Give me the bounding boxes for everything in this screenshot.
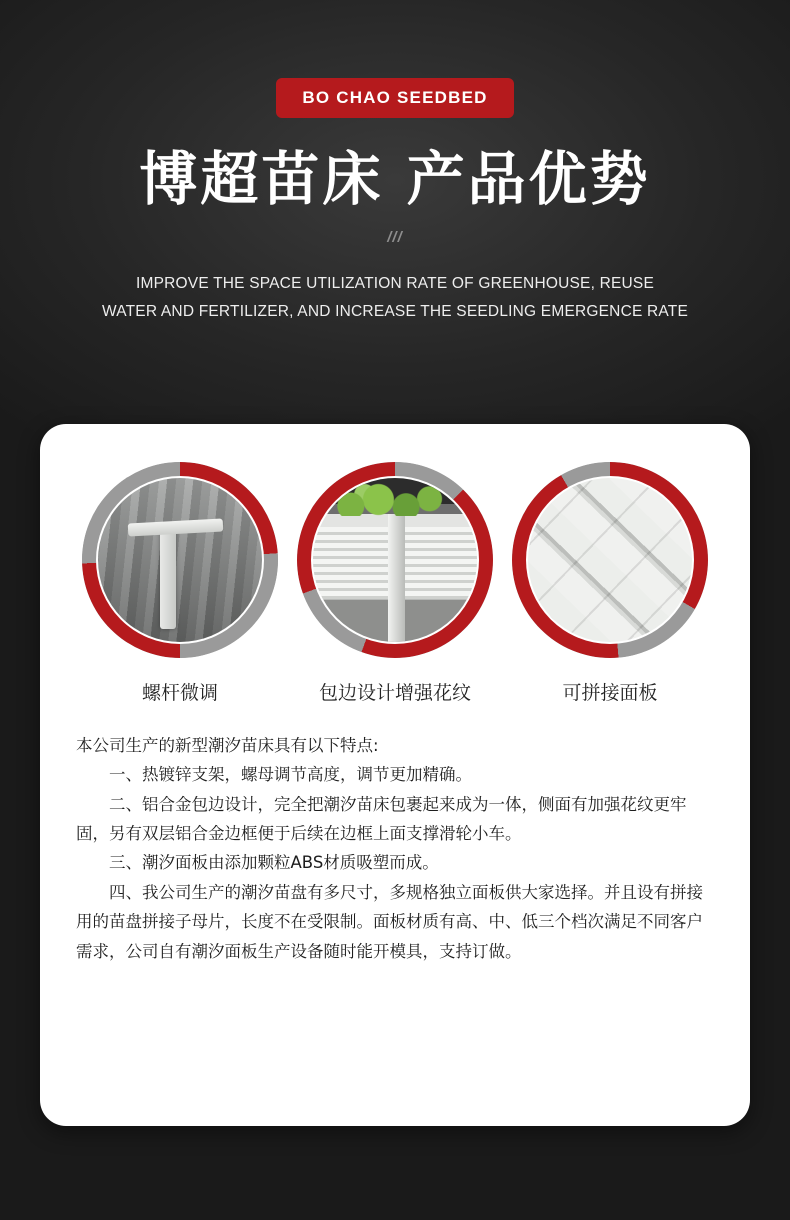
feature-item — [82, 462, 278, 705]
description-intro: 本公司生产的新型潮汐苗床具有以下特点: — [76, 736, 379, 755]
description-item-2: 二、铝合金包边设计，完全把潮汐苗床包裹起来成为一体，侧面有加强花纹更牢固，另有双层铝合金边框便于后续在边框上面支撑滑轮小车。 — [76, 794, 687, 844]
feature-circle — [512, 462, 708, 658]
description-item-3: 三、潮汐面板由添加颗粒ABS材质吸塑而成。 — [109, 853, 439, 873]
feature-item — [512, 462, 708, 705]
feature-item — [297, 462, 493, 705]
page-header — [0, 0, 790, 327]
subtitle-line-1: IMPROVE THE SPACE UTILIZATION RATE OF GREENHOUSE, REUSE — [136, 274, 654, 292]
divider-slashes: /// — [387, 228, 403, 246]
edge-post — [388, 514, 405, 642]
description-item-4: 四、我公司生产的潮汐苗盘有多尺寸，多规格独立面板供大家选择。并且设有拼接用的苗盘拼接子母片，长度不在受限制。面板材质有高、中、低三个档次满足不同客户需求，公司自有潮汐面板生产设备随时能开模具，支持订做。 — [76, 882, 703, 961]
feature-caption: 包边设计增强花纹 — [318, 682, 471, 704]
description-block — [40, 705, 750, 966]
description-item-1: 一、热镀锌支架，螺母调节高度，调节更加精确。 — [109, 765, 472, 785]
subtitle-line-2: WATER AND FERTILIZER, AND INCREASE THE SEEDLING EMERGENCE RATE — [102, 303, 688, 321]
page-title: 博超苗床 产品优势 — [139, 145, 651, 213]
greenhouse-bracket-photo — [98, 478, 262, 642]
feature-caption: 可拼接面板 — [562, 682, 658, 704]
bed-edge-with-plants-photo — [313, 478, 477, 642]
feature-circle-row — [40, 424, 750, 705]
feature-caption: 螺杆微调 — [141, 682, 218, 704]
content-card — [40, 424, 750, 1126]
page-subtitle — [0, 270, 790, 327]
panel-tiles-photo — [528, 478, 692, 642]
plant-leaves — [326, 483, 464, 516]
brand-badge: BO CHAO SEEDBED — [276, 78, 513, 118]
feature-circle — [82, 462, 278, 658]
feature-circle — [297, 462, 493, 658]
